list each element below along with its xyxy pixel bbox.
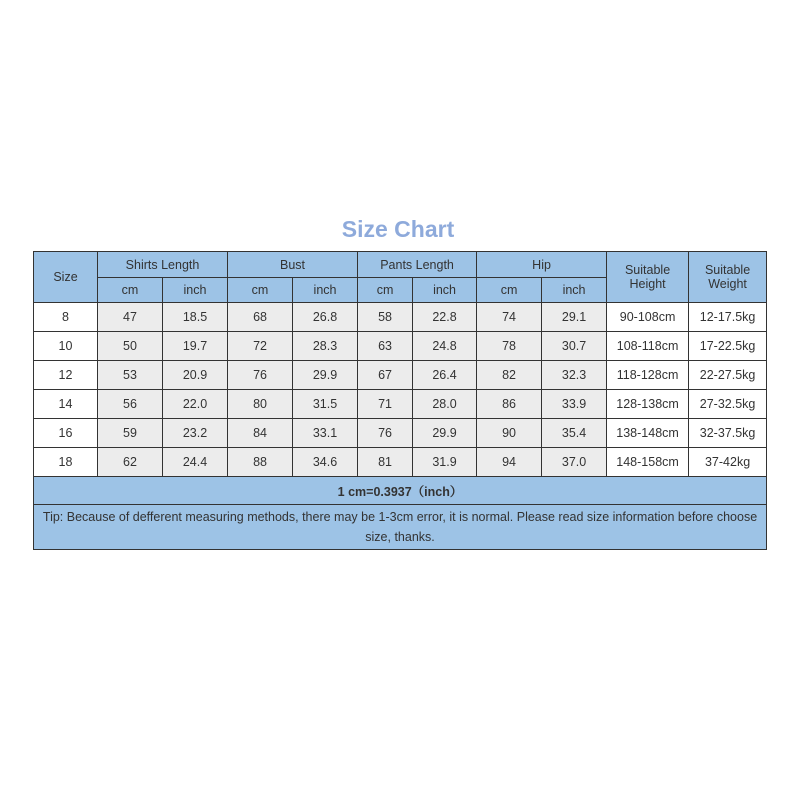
table-cell: 58: [358, 303, 413, 332]
table-row: [34, 390, 767, 419]
table-cell: 128-138cm: [607, 390, 689, 419]
header-suitable-weight-line2: Weight: [708, 277, 747, 291]
table-cell: 34.6: [293, 448, 358, 477]
table-cell: 148-158cm: [607, 448, 689, 477]
table-row: [34, 448, 767, 477]
table-cell: 23.2: [163, 419, 228, 448]
table-cell: 27-32.5kg: [689, 390, 767, 419]
table-cell: 12-17.5kg: [689, 303, 767, 332]
table-cell: 16: [34, 419, 98, 448]
table-cell: 37-42kg: [689, 448, 767, 477]
table-cell: 22.8: [413, 303, 477, 332]
table-row: [34, 303, 767, 332]
table-cell: 90-108cm: [607, 303, 689, 332]
header-pants-length: Pants Length: [358, 252, 477, 278]
header-suitable-weight-line1: Suitable: [704, 263, 751, 277]
table-cell: 26.8: [293, 303, 358, 332]
table-cell: 50: [98, 332, 163, 361]
table-cell: 88: [228, 448, 293, 477]
header-shirts-length: Shirts Length: [98, 252, 228, 278]
subheader-inch: inch: [413, 278, 477, 303]
table-cell: 29.9: [293, 361, 358, 390]
table-row: [34, 419, 767, 448]
header-suitable-weight: [689, 252, 767, 303]
size-chart-table: [33, 251, 767, 550]
table-cell: 18.5: [163, 303, 228, 332]
table-cell: 31.5: [293, 390, 358, 419]
table-cell: 67: [358, 361, 413, 390]
table-cell: 28.3: [293, 332, 358, 361]
subheader-cm: cm: [98, 278, 163, 303]
table-cell: 68: [228, 303, 293, 332]
table-cell: 29.1: [542, 303, 607, 332]
table-row: [34, 332, 767, 361]
table-cell: 37.0: [542, 448, 607, 477]
chart-title: Size Chart: [341, 216, 455, 242]
table-cell: 108-118cm: [607, 332, 689, 361]
table-cell: 32.3: [542, 361, 607, 390]
table-cell: 71: [358, 390, 413, 419]
header-size: Size: [34, 252, 98, 303]
table-cell: 81: [358, 448, 413, 477]
table-cell: 30.7: [542, 332, 607, 361]
table-cell: 90: [477, 419, 542, 448]
header-suitable-height-line1: Suitable: [624, 263, 671, 277]
table-cell: 22-27.5kg: [689, 361, 767, 390]
table-cell: 28.0: [413, 390, 477, 419]
table-cell: 31.9: [413, 448, 477, 477]
table-cell: 20.9: [163, 361, 228, 390]
table-cell: 72: [228, 332, 293, 361]
header-hip: Hip: [477, 252, 607, 278]
conversion-note: 1 cm=0.3937（inch）: [34, 477, 767, 505]
table-row: [34, 361, 767, 390]
table-cell: 86: [477, 390, 542, 419]
table-cell: 74: [477, 303, 542, 332]
table-cell: 19.7: [163, 332, 228, 361]
table-cell: 53: [98, 361, 163, 390]
table-cell: 22.0: [163, 390, 228, 419]
table-cell: 63: [358, 332, 413, 361]
tip-note: Tip: Because of defferent measuring methods, there may be 1-3cm error, it is normal. Please read size information before choose size, thanks.: [34, 505, 767, 550]
table-cell: 118-128cm: [607, 361, 689, 390]
table-cell: 138-148cm: [607, 419, 689, 448]
table-cell: 94: [477, 448, 542, 477]
table-cell: 8: [34, 303, 98, 332]
table-cell: 76: [228, 361, 293, 390]
header-bust: Bust: [228, 252, 358, 278]
table-cell: 17-22.5kg: [689, 332, 767, 361]
table-cell: 18: [34, 448, 98, 477]
subheader-cm: cm: [477, 278, 542, 303]
table-cell: 29.9: [413, 419, 477, 448]
table-cell: 82: [477, 361, 542, 390]
subheader-cm: cm: [358, 278, 413, 303]
table-cell: 59: [98, 419, 163, 448]
table-cell: 26.4: [413, 361, 477, 390]
subheader-inch: inch: [293, 278, 358, 303]
table-cell: 76: [358, 419, 413, 448]
table-cell: 78: [477, 332, 542, 361]
table-cell: 14: [34, 390, 98, 419]
table-cell: 62: [98, 448, 163, 477]
table-cell: 84: [228, 419, 293, 448]
subheader-cm: cm: [228, 278, 293, 303]
table-cell: 24.4: [163, 448, 228, 477]
table-cell: 24.8: [413, 332, 477, 361]
table-cell: 47: [98, 303, 163, 332]
table-cell: 12: [34, 361, 98, 390]
subheader-inch: inch: [163, 278, 228, 303]
table-cell: 32-37.5kg: [689, 419, 767, 448]
table-cell: 33.9: [542, 390, 607, 419]
table-cell: 56: [98, 390, 163, 419]
header-suitable-height-line2: Height: [629, 277, 666, 291]
table-cell: 33.1: [293, 419, 358, 448]
table-cell: 80: [228, 390, 293, 419]
table-cell: 10: [34, 332, 98, 361]
subheader-inch: inch: [542, 278, 607, 303]
table-cell: 35.4: [542, 419, 607, 448]
header-suitable-height: [607, 252, 689, 303]
